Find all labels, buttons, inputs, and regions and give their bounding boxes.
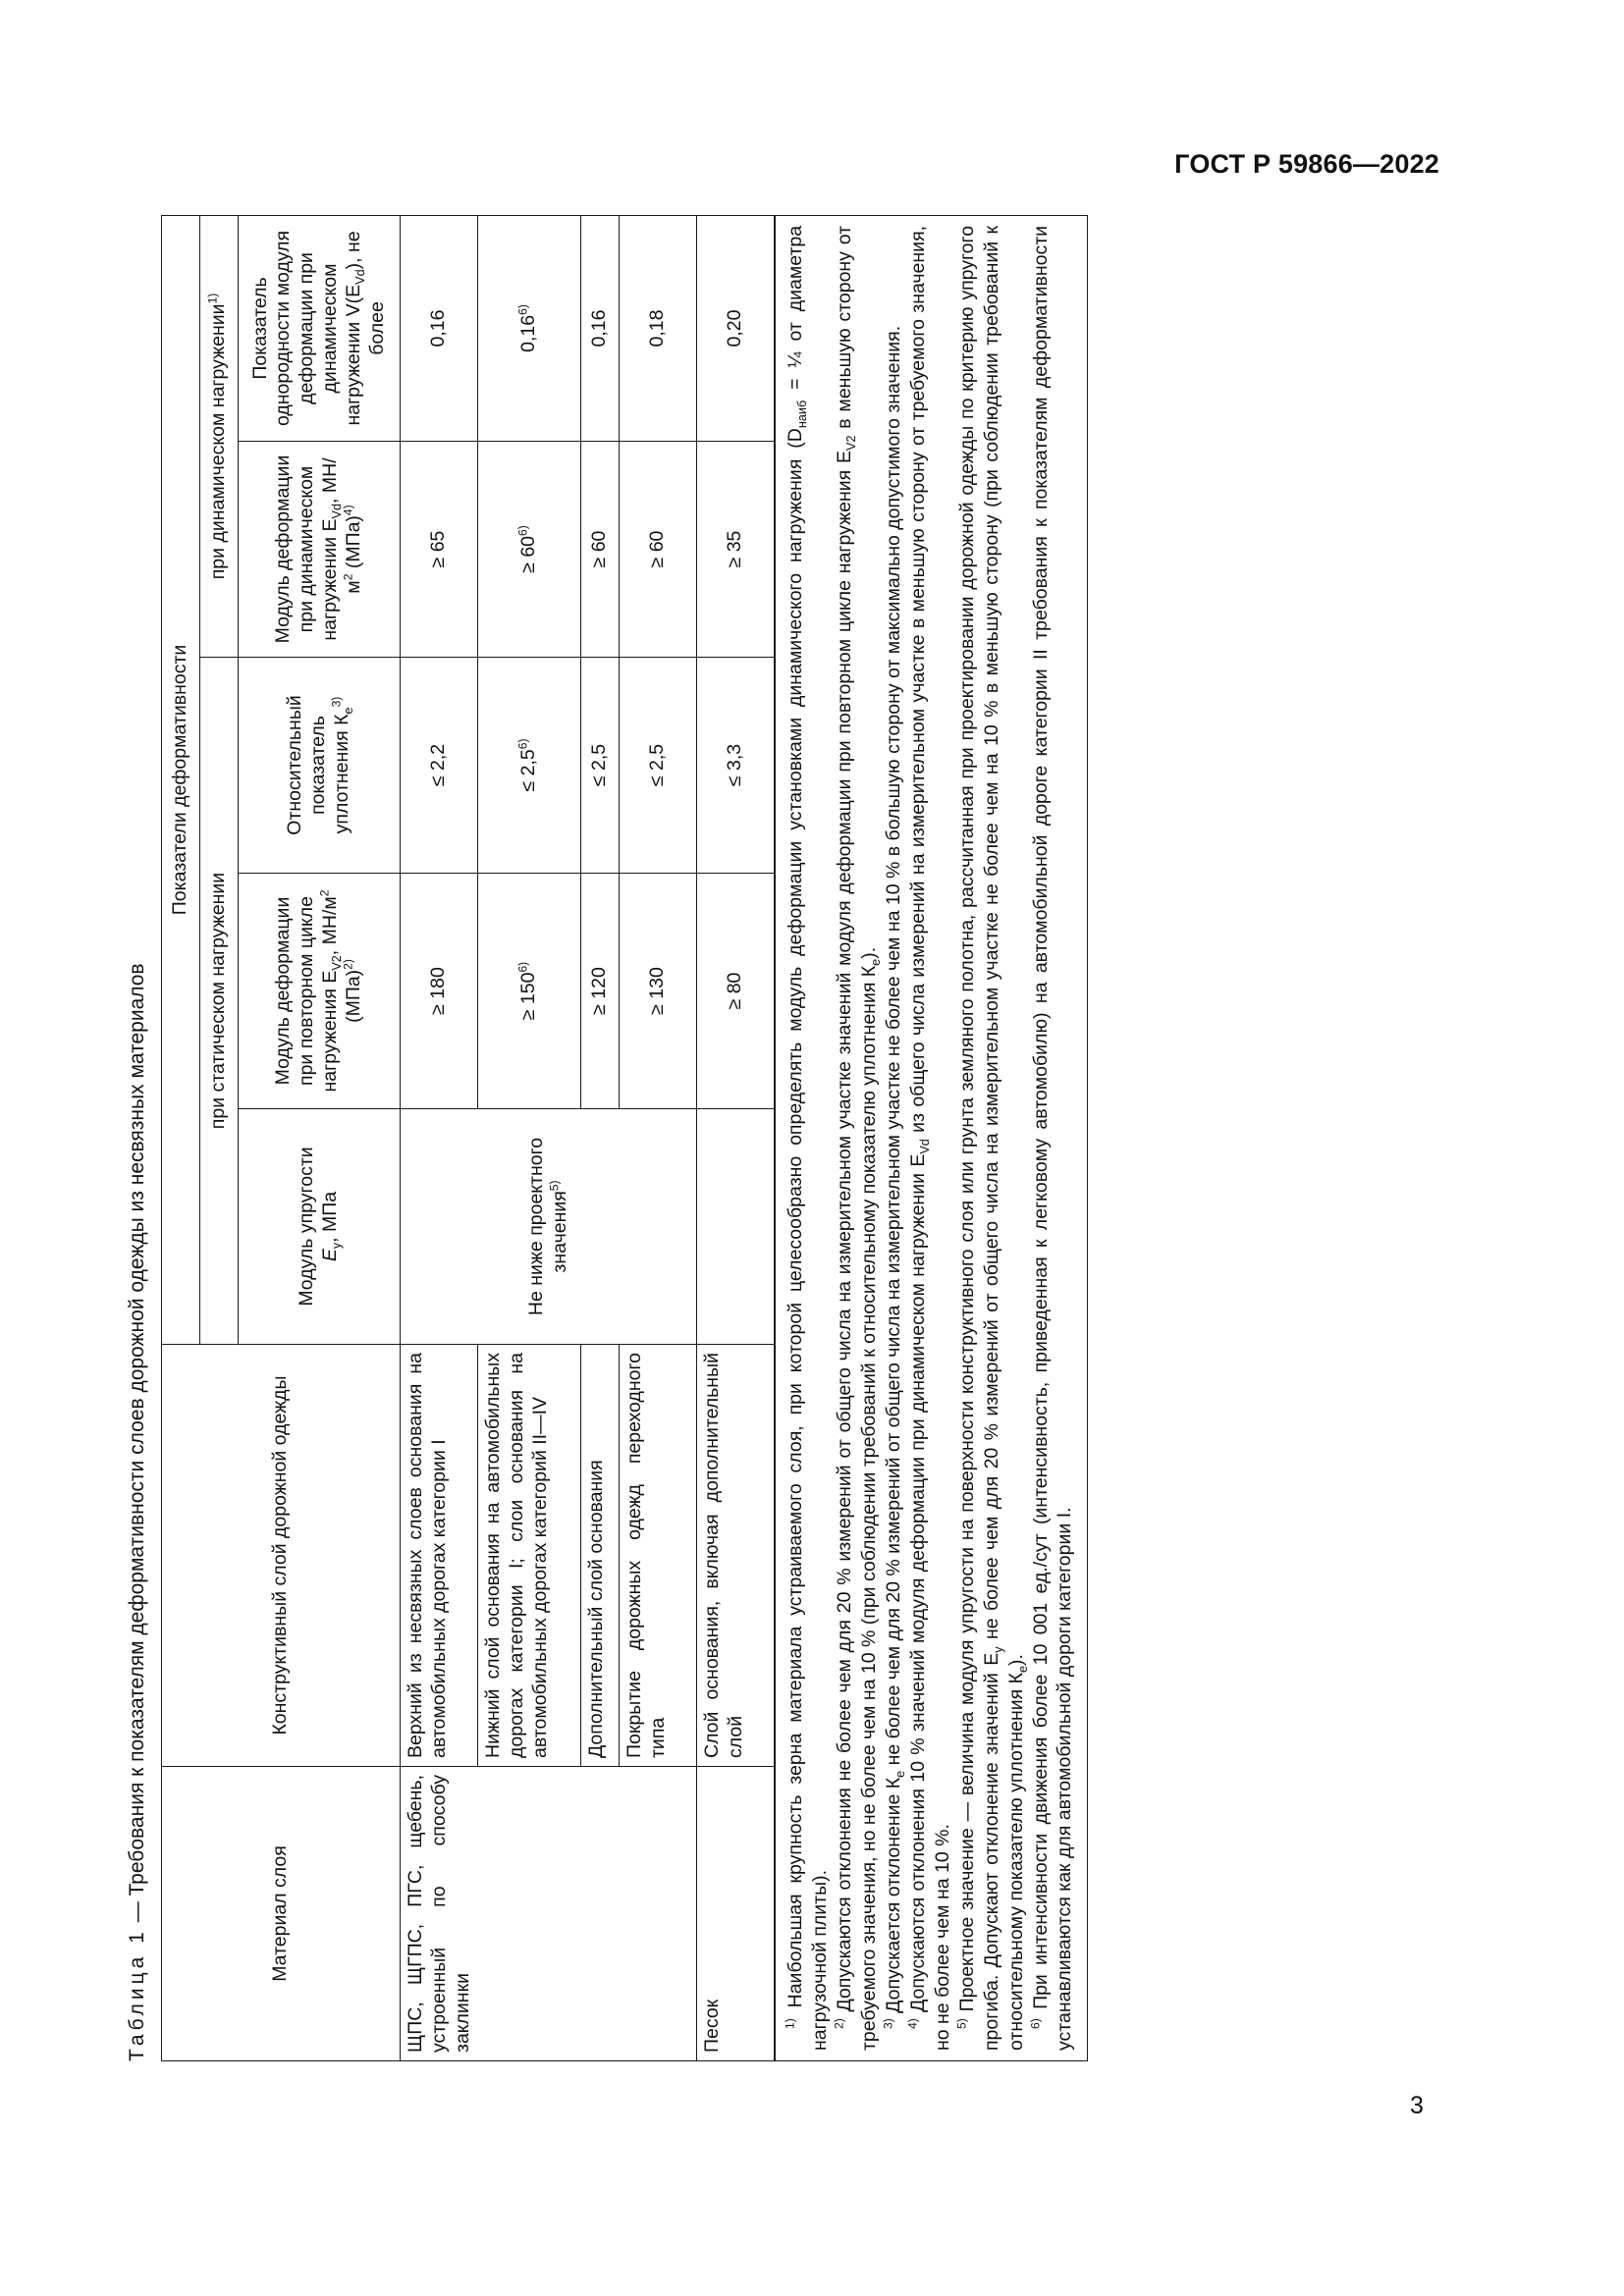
- footnote-text: Допускаются отклонения 10 % значений модуля деформации при динамическом нагружении Е: [906, 1153, 929, 2019]
- deformation-requirements-table: [161, 215, 1088, 2061]
- ke-value: ≤ 2,5: [588, 743, 611, 787]
- row-ev2: [478, 874, 581, 1109]
- footnote-text: Допускаются отклонения не более чем для 20 % измерений от общего числа на измерительном участке значений модуля деформации при повторном цикле нагружения Е: [833, 450, 855, 2019]
- ke-value: ≤ 3,3: [724, 743, 746, 787]
- page-number: 3: [1410, 2092, 1424, 2119]
- header-ev2-note: 2): [341, 959, 355, 970]
- footnote-sub: е: [868, 958, 883, 966]
- header-ke: [239, 658, 401, 874]
- header-dynamic-text: при динамическом нагружении: [207, 303, 230, 580]
- footnote-sub: наиб: [794, 400, 809, 429]
- footnote-text: не более чем для 20 % измерений от общего числа на измерительном участке не более чем на 10 % в меньшую сторону (при соблюдении требований к относительному показателю уплотнения К: [980, 225, 1027, 2051]
- hom-value: 0,20: [724, 309, 746, 347]
- table-caption: [126, 963, 149, 2061]
- evd-value: ≥ 60: [646, 530, 669, 568]
- header-ev2-sub: V2: [329, 955, 344, 971]
- footnote-mark: 5): [954, 2018, 969, 2029]
- row-ev2: [620, 874, 697, 1109]
- hom-value: 0,16: [517, 314, 540, 352]
- header-ey-c: , МПа: [319, 1191, 341, 1243]
- row-hom: [697, 215, 776, 441]
- footnote-mark: 3): [881, 2018, 895, 2029]
- table-caption-text: — Требования к показателям деформативности слоев дорожной одежды из несвязных материалов: [126, 963, 148, 1923]
- header-hom-sub: Vd: [352, 269, 367, 285]
- row-material: Песок: [697, 1767, 776, 2061]
- row-hom: [478, 215, 581, 441]
- footnote-sub: е: [893, 1770, 907, 1778]
- footnote-4: [906, 226, 955, 2051]
- header-homogeneity: [239, 215, 401, 441]
- table-row: [697, 215, 776, 2060]
- row-ev2: [697, 874, 776, 1109]
- evd-value: ≥ 60: [517, 535, 540, 573]
- header-ev2: [239, 874, 401, 1109]
- header-ev2-c: (МПа): [342, 969, 364, 1023]
- ev2-value: ≥ 150: [517, 972, 540, 1021]
- header-ev2-a: Модуль деформации при повторном цикле нагружения Е: [272, 896, 341, 1093]
- header-evd-b: , МН/м: [319, 457, 364, 594]
- notes-row: [775, 215, 1088, 2060]
- row-ke: [581, 658, 620, 874]
- evd-value: ≥ 60: [588, 530, 611, 568]
- row-ke: [697, 658, 776, 874]
- row-ke: [620, 658, 697, 874]
- header-ey: [239, 1109, 401, 1345]
- row-ke: [478, 658, 581, 874]
- ev2-value: ≥ 80: [724, 972, 746, 1010]
- row-ey-value: [401, 1109, 697, 1345]
- document-id: ГОСТ Р 59866—2022: [1174, 149, 1439, 179]
- header-evd-c: (МПа): [342, 515, 364, 574]
- ev2-sup: 6): [515, 961, 530, 973]
- header-evd-sub: Vd: [329, 503, 344, 519]
- ke-sup: 6): [515, 738, 530, 750]
- footnote-mark: 4): [905, 2018, 920, 2029]
- rotated-table-area: [108, 216, 1326, 2061]
- row-evd: [401, 442, 478, 658]
- footnote-text: При интенсивности движения более 10 001 ед./сут (интенсивность, приведенная к легковому автомобилю) на автомобильной дороге категории II требования к показателям деформативности устанавливаются как для автомобильной дороги категории I.: [1029, 225, 1076, 2051]
- row-material: ЩПС, ЩГПС, ПГС, щебень, устроенный по способу заклинки: [401, 1767, 697, 2061]
- evd-value: ≥ 65: [427, 530, 450, 568]
- header-ey-sub: у: [329, 1242, 344, 1250]
- row-hom: [620, 215, 697, 441]
- footnote-text: ).: [857, 946, 880, 959]
- table-caption-prefix: Таблица 1: [126, 1928, 148, 2061]
- row-layer: Покрытие дорожных одежд переходного типа: [620, 1345, 697, 1767]
- header-ey-b: Е: [319, 1249, 341, 1262]
- hom-value: 0,16: [588, 309, 611, 347]
- header-dynamic-group: [200, 215, 239, 657]
- footnote-text: Наибольшая крупность зерна материала устраиваемого слоя, при которой целесообразно определять модуль деформации установками динамического нагружения (D: [785, 428, 806, 2019]
- header-deformation-group: Показатели деформативности: [162, 215, 200, 1344]
- footnote-text: Проектное значение — величина модуля упругости на поверхности конструктивного слоя или грунта земляного полотна, рассчитанная при проектировании дорожной одежды по критерию упругого прогиба. Допускают отклонение значений Е: [955, 225, 1002, 2051]
- footnote-sub: Vd: [917, 1139, 932, 1154]
- ke-value: ≤ 2,5: [517, 749, 540, 792]
- footnote-2: [833, 226, 882, 2051]
- ke-value: ≤ 2,2: [427, 743, 450, 787]
- ev2-value: ≥ 120: [588, 967, 611, 1015]
- footnote-text: ).: [1004, 1654, 1027, 1666]
- footnote-sub: V2: [843, 435, 858, 451]
- header-hom-a: Показатель однородности модуля деформации при динамическом нагружении V(Е: [248, 230, 364, 427]
- header-ev2-sup: 2: [317, 889, 332, 897]
- ev2-value: ≥ 130: [646, 967, 669, 1015]
- footnote-1: [784, 226, 833, 2051]
- header-dynamic-sup: 1): [205, 293, 220, 304]
- row-evd: [478, 442, 581, 658]
- ey-value-sup: 5): [547, 1180, 561, 1192]
- header-material: Материал слоя: [162, 1767, 401, 2061]
- footnote-text: = ¼ от диаметра нагрузочной плиты).: [785, 225, 831, 2051]
- footnote-text: из общего числа измерений на измерительном участке в меньшую сторону от требуемого значения, но не более чем на 10 %.: [906, 225, 953, 2051]
- footnote-3: [882, 226, 906, 2051]
- row-ey-empty: [697, 1109, 776, 1345]
- row-ev2: [581, 874, 620, 1109]
- header-ke-sub: е: [341, 707, 355, 715]
- ev2-value: ≥ 180: [427, 967, 450, 1015]
- header-ev2-b: , МН/м: [319, 896, 341, 956]
- footnote-6: [1029, 226, 1078, 2051]
- footnote-5: [955, 226, 1029, 2051]
- row-hom: [581, 215, 620, 441]
- row-layer: Верхний из несвязных слоев основания на автомобильных дорогах категории I: [401, 1345, 478, 1767]
- row-hom: [401, 215, 478, 441]
- table-row: [401, 215, 478, 2060]
- header-static-group: при статическом нагружении: [200, 658, 239, 1345]
- footnote-text: не более чем для 20 % измерений от общего числа на измерительном участке не более чем на 10 % в большую сторону от максимально допустимого значения.: [882, 325, 904, 1771]
- header-ke-note: 3): [329, 696, 344, 708]
- header-evd-note: 4): [341, 505, 355, 516]
- row-ke: [401, 658, 478, 874]
- footnote-text: в меньшую сторону от требуемого значения, но не более чем на 10 % (при соблюдении требований к относительному показателю уплотнения К: [833, 225, 880, 2051]
- header-evd-sup: 2: [341, 573, 355, 581]
- footnote-mark: 1): [783, 2018, 797, 2029]
- ke-value: ≤ 2,5: [646, 743, 669, 787]
- footnote-sub: у: [991, 1646, 1005, 1653]
- hom-sup: 6): [515, 304, 530, 315]
- footnote-mark: 2): [832, 2018, 846, 2029]
- header-layer: Конструктивный слой дорожной одежды: [162, 1345, 401, 1767]
- header-evd-a: Модуль деформации при динамическом нагружении Е: [272, 454, 341, 644]
- row-layer: Слой основания, включая дополнительный слой: [697, 1345, 776, 1767]
- table-footnotes: [775, 215, 1088, 2060]
- hom-value: 0,16: [427, 309, 450, 347]
- row-layer: Нижний слой основания на автомобильных дорогах категории I; слои основания на автомобильных дорогах категорий II—IV: [478, 1345, 581, 1767]
- row-layer: Дополнительный слой основания: [581, 1345, 620, 1767]
- footnote-mark: 6): [1028, 2018, 1043, 2029]
- evd-value: ≥ 35: [724, 530, 746, 568]
- header-ey-a: Модуль упругости: [296, 1147, 318, 1307]
- ey-value-text: Не ниже проектного значения: [524, 1137, 570, 1316]
- footnote-text: Допускается отклонение К: [882, 1777, 904, 2019]
- row-evd: [581, 442, 620, 658]
- row-evd: [697, 442, 776, 658]
- header-hom-b: ), не более: [342, 231, 388, 355]
- header-evd: [239, 442, 401, 658]
- hom-value: 0,18: [646, 309, 669, 347]
- row-ev2: [401, 874, 478, 1109]
- header-ke-a: Относительный показатель уплотнения К: [284, 695, 352, 835]
- evd-sup: 6): [515, 525, 530, 536]
- row-evd: [620, 442, 697, 658]
- footnote-sub: е: [1015, 1665, 1030, 1673]
